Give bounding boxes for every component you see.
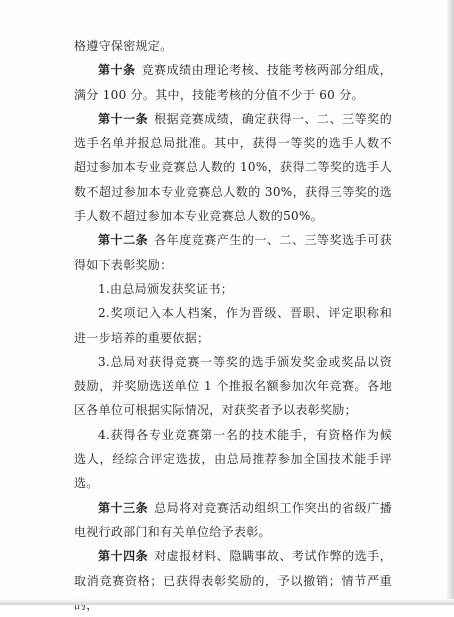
paragraph-text: 3.总局对获得竞赛一等奖的选手颁发奖金或奖品以资鼓励，并奖励选送单位 1 个推报名额参加次年竞赛。各地区各单位可根据实际情况，对获奖者予以表彰奖励； bbox=[74, 354, 392, 418]
article-12 bbox=[74, 228, 392, 277]
paragraph-text: 1.由总局颁发获奖证书； bbox=[98, 281, 234, 296]
article-10 bbox=[74, 58, 392, 107]
article-heading: 第十四条 bbox=[98, 549, 149, 564]
paragraph-text: 对虚报材料、隐瞒事故、考试作弊的选手，取消竞赛资格；已获得表彰奖励的，予以撤销；情节严重 bbox=[74, 549, 393, 588]
article-heading: 第十二条 bbox=[98, 233, 149, 248]
list-item-1 bbox=[74, 277, 392, 301]
paragraph-text: 根据竞赛成绩，确定获得一、二、三等奖的选手名单并报总局批准。其中，获得一等奖的选手人数不超过参加本专业竞赛总人数的 10%，获得二等奖的选手人数不超过参加本专业竞赛总人数的 30%，获得三等奖的选手人数不超过参加本专业竞赛总人数的50%。 bbox=[74, 111, 393, 224]
list-item-4 bbox=[74, 423, 392, 496]
article-14 bbox=[74, 544, 392, 617]
page-edge-shadow bbox=[446, 0, 454, 605]
article-heading: 第十条 bbox=[98, 63, 136, 78]
list-item-2 bbox=[74, 301, 392, 350]
paragraph-text: 格遵守保密规定。 bbox=[74, 39, 173, 53]
paragraph-text: 竞赛成绩由理论考核、技能考核两部分组成，满分 100 分。其中，技能考核的分值不少于 60 分。 bbox=[74, 63, 392, 102]
paragraph-text: 各年度竞赛产生的一、二、三等奖选手可获得如下表彰奖励： bbox=[74, 233, 393, 272]
page-bottom-shadow bbox=[0, 599, 454, 605]
article-13 bbox=[74, 496, 392, 545]
article-heading: 第十三条 bbox=[98, 500, 149, 515]
article-11 bbox=[74, 107, 392, 228]
paragraph-text: 2.奖项记入本人档案，作为晋级、晋职、评定职称和进一步培养的重要依据； bbox=[74, 306, 392, 345]
paragraph-text: 4.获得各专业竞赛第一名的技术能手，有资格作为候选人，经综合评定选拔，由总局推荐参加全国技术能手评选。 bbox=[74, 427, 392, 491]
paragraph-continuation bbox=[74, 34, 392, 58]
paragraph-text: 总局将对竞赛活动组织工作突出的省级广播电视行政部门和有关单位给予表彰。 bbox=[74, 500, 393, 539]
article-heading: 第十一条 bbox=[98, 111, 149, 126]
document-body bbox=[74, 34, 392, 617]
list-item-3 bbox=[74, 350, 392, 423]
